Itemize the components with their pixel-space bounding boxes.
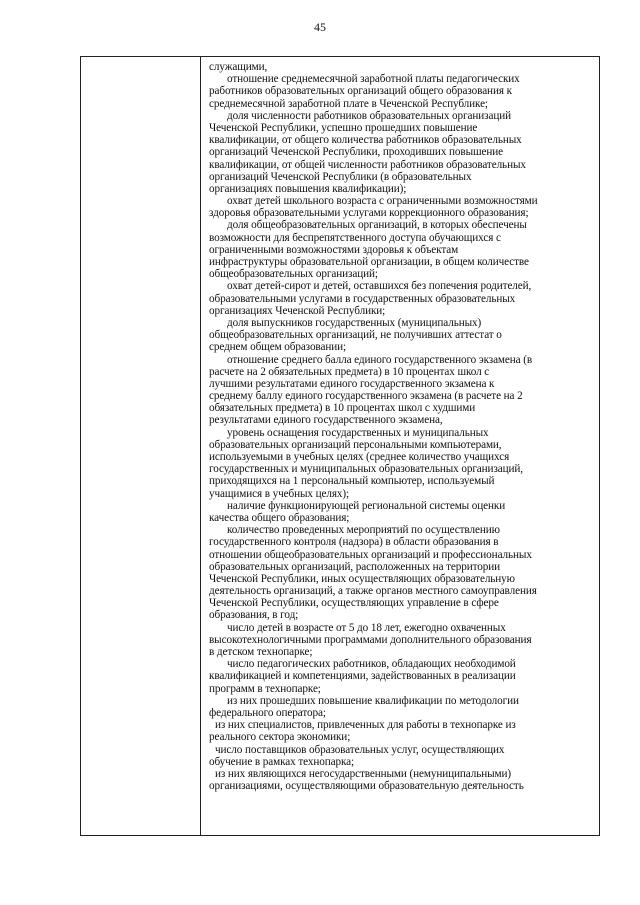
text-line: Чеченской Республики, успешно прошедших повышение [209,121,478,134]
text-line: Чеченской Республики, иных осуществляющих образовательную [209,572,515,585]
text-line: деятельность организаций, а также органов местного самоуправления [209,585,537,598]
text-line: охват детей школьного возраста с ограниченными возможностями [227,195,538,208]
text-line: квалификации, от общей численности работников образовательных [209,158,526,171]
text-line: государственных и муниципальных образовательных организаций, [209,463,523,476]
text-line: охват детей-сирот и детей, оставшихся без попечения родителей, [227,280,532,293]
text-line: отношение среднего балла единого государственного экзамена (в [227,353,533,366]
text-line: обучение в рамках технопарка; [209,755,354,768]
text-line: количество проведенных мероприятий по осуществлению [227,524,500,537]
text-line: организациях повышения квалификации); [209,182,407,195]
text-line: служащими, [209,61,268,73]
text-line: приходящихся на 1 персональный компьютер, используемый [209,475,495,488]
text-line: образовательных организаций персональными компьютерами, [209,438,502,451]
text-line: в детском технопарке; [209,646,313,658]
text-line: организациями, осуществляющими образовательную деятельность [209,780,524,793]
text-line: результатами единого государственного экзамена, [209,414,443,427]
text-line: из них являющихся негосударственными (немуниципальными) [215,767,512,780]
table-left-column [81,57,201,835]
text-line: организациях Чеченской Республики; [209,304,386,317]
text-line: отношении общеобразовательных организаций и профессиональных [209,548,532,561]
text-line: квалификацией и компетенциями, задействованных в реализации [209,670,516,683]
text-line: расчете на 2 обязательных предмета) в 10 процентах школ с [209,365,490,378]
text-line: доля численности работников образовательных организаций [227,109,511,122]
text-line: образовательными услугами в государственных образовательных [209,292,516,305]
text-line: качества общего образования; [209,511,350,524]
text-line: из них прошедших повышение квалификации по методологии [227,694,519,707]
text-line: среднему баллу единого государственного экзамена (в расчете на 2 [209,390,523,403]
text-line: лучшими результатами единого государственного экзамена к [209,377,495,390]
text-line: образовательных организаций, расположенных на территории [209,560,501,573]
text-line: используемыми в учебных целях (среднее количество учащихся [209,451,510,463]
text-line: наличие функционирующей региональной системы оценки [227,499,506,512]
text-line: среднемесячной заработной плате в Чеченской Республике; [209,97,488,110]
text-line: отношение среднемесячной заработной платы педагогических [227,73,520,86]
text-line: здоровья образовательными услугами коррекционного образования; [209,207,529,220]
text-line: государственного контроля (надзора) в области образования в [209,536,499,549]
text-line: Чеченской Республики, осуществляющих управление в сфере [209,597,499,610]
page-number: 45 [314,20,326,34]
text-line: работников образовательных организаций общего образования к [209,85,512,98]
text-line: образования, в год; [209,609,299,622]
text-line: доля выпускников государственных (муниципальных) [227,316,482,329]
text-line: число педагогических работников, обладающих необходимой [227,658,516,671]
text-line: учащимися в учебных целях); [209,487,350,500]
text-line: программ в технопарке; [209,682,321,695]
text-line: квалификации, от общего количества работников образовательных [209,134,522,147]
text-line: инфраструктуры образовательной организации, в общем количестве [209,256,529,268]
text-line: число поставщиков образовательных услуг, осуществляющих [215,743,505,756]
text-line: общеобразовательных организаций; [209,268,378,281]
text-line: федерального оператора; [209,706,326,719]
text-line: возможности для беспрепятственного доступа обучающихся с [209,231,501,244]
text-line: из них специалистов, привлеченных для работы в технопарке из [215,719,516,732]
text-line: реального сектора экономики; [209,731,351,744]
table-text-column [201,57,599,835]
text-line: организаций Чеченской Республики (в образовательных [209,170,472,183]
text-line: высокотехнологичными программами дополнительного образования [209,633,532,646]
text-line: ограниченными возможностями здоровья к объектам [209,243,459,256]
text-line: уровень оснащения государственных и муниципальных [227,426,489,439]
text-line: среднем общем образовании; [209,341,347,354]
document-table [80,56,600,836]
text-line: организаций Чеченской Республики, проходивших повышение [209,146,504,159]
text-line: число детей в возрасте от 5 до 18 лет, ежегодно охваченных [227,621,506,634]
text-line: общеобразовательных организаций, не получивших аттестат о [209,329,502,342]
text-line: обязательных предмета) в 10 процентах школ с худшими [209,402,476,415]
text-line: доля общеобразовательных организаций, в которых обеспечены [227,219,527,232]
